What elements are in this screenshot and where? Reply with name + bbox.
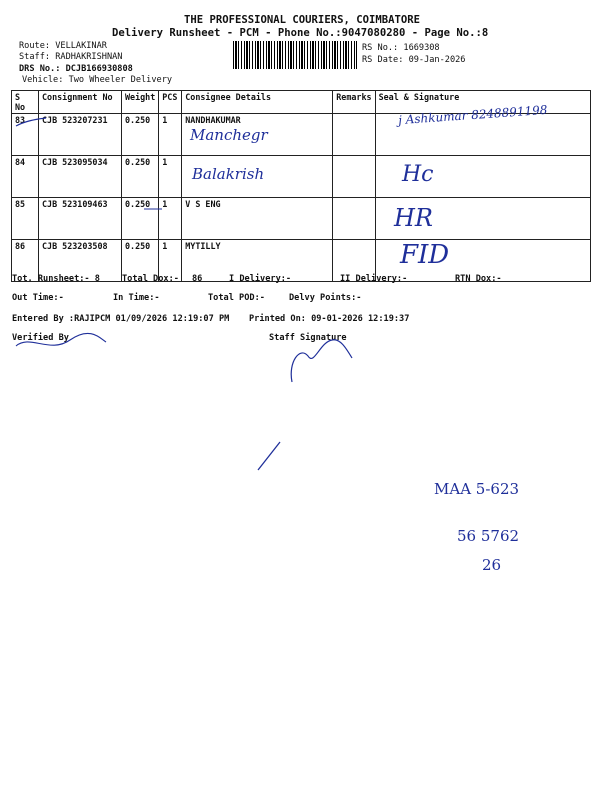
handwritten-name: Manchegr	[190, 126, 268, 144]
rs-date: RS Date: 09-Jan-2026	[362, 55, 466, 65]
cell-sno: 84	[12, 156, 39, 198]
handwritten-note: MAA 5-623	[434, 480, 520, 498]
cell-pcs: 1	[159, 156, 182, 198]
cell-weight: 0.250	[122, 156, 159, 198]
cell-sno: 85	[12, 198, 39, 240]
cell-remarks	[333, 156, 375, 198]
staff-signature-label: Staff Signature	[269, 333, 347, 343]
table-row	[12, 198, 591, 240]
col-consignment: Consignment No	[39, 91, 122, 114]
pen-mark	[12, 112, 52, 132]
drs-number: DRS No.: DCJB166930808	[19, 64, 133, 74]
col-remarks: Remarks	[333, 91, 375, 114]
col-weight: Weight	[122, 91, 159, 114]
cell-sno: 86	[12, 240, 39, 282]
col-pcs: PCS	[159, 91, 182, 114]
handwritten-signature: FID	[400, 240, 450, 270]
handwritten-signature: j Ashkumar 8248891198	[397, 102, 548, 128]
cell-consignment: CJB 523203508	[39, 240, 122, 282]
in-time: In Time:-	[113, 293, 160, 303]
i-delivery: I Delivery:-	[229, 274, 292, 284]
cell-consignment: CJB 523095034	[39, 156, 122, 198]
tot-runsheet: Tot. Runsheet:- 8	[12, 274, 100, 284]
ii-delivery: II Delivery:-	[340, 274, 408, 284]
pen-mark	[140, 204, 170, 214]
handwritten-note: 26	[482, 556, 502, 574]
cell-sno: 83	[12, 114, 39, 156]
total-pod: Total POD:-	[208, 293, 265, 303]
pen-mark	[250, 436, 290, 476]
cell-pcs: 1	[159, 240, 182, 282]
handwritten-note: 56 5762	[457, 527, 520, 545]
cell-consignee: NANDHAKUMAR	[182, 114, 333, 156]
staff-signature	[280, 332, 370, 387]
entered-by: Entered By :RAJIPCM 01/09/2026 12:19:07 PM	[12, 314, 230, 324]
table-row	[12, 156, 591, 198]
vehicle-label: Vehicle: Two Wheeler Delivery	[22, 75, 173, 85]
cell-consignee: V S ENG	[182, 198, 333, 240]
cell-weight: 0.250	[122, 240, 159, 282]
cell-remarks	[333, 114, 375, 156]
verified-signature	[10, 330, 110, 360]
col-sno: S No	[12, 91, 39, 114]
delvy-points: Delvy Points:-	[289, 293, 362, 303]
handwritten-name: Balakrish	[192, 165, 265, 183]
cell-consignment: CJB 523109463	[39, 198, 122, 240]
route-label: Route: VELLAKINAR	[19, 41, 107, 51]
cell-weight: 0.250	[122, 114, 159, 156]
total-dox-value: 86	[192, 274, 203, 284]
cell-pcs: 1	[159, 198, 182, 240]
verified-by-label: Verified By	[12, 333, 69, 343]
cell-pcs: 1	[159, 114, 182, 156]
rtn-dox: RTN Dox:-	[455, 274, 502, 284]
handwritten-signature: Hc	[402, 162, 434, 187]
cell-remarks	[333, 198, 375, 240]
cell-consignment: CJB 523207231	[39, 114, 122, 156]
total-dox-label: Total Dox:-	[122, 274, 179, 284]
cell-weight: 0.250	[122, 198, 159, 240]
company-name: THE PROFESSIONAL COURIERS, COIMBATORE	[184, 14, 420, 26]
cell-consignee: MYTILLY	[182, 240, 333, 282]
rs-number: RS No.: 1669308	[362, 43, 440, 53]
out-time: Out Time:-	[12, 293, 64, 303]
col-consignee: Consignee Details	[182, 91, 333, 114]
staff-label: Staff: RADHAKRISHNAN	[19, 52, 123, 62]
runsheet-title: Delivery Runsheet - PCM - Phone No.:9047080280 - Page No.:8	[112, 27, 489, 39]
handwritten-signature: HR	[394, 204, 433, 232]
barcode	[233, 41, 357, 69]
printed-on: Printed On: 09-01-2026 12:19:37	[249, 314, 410, 324]
col-seal: Seal & Signature	[375, 91, 590, 114]
